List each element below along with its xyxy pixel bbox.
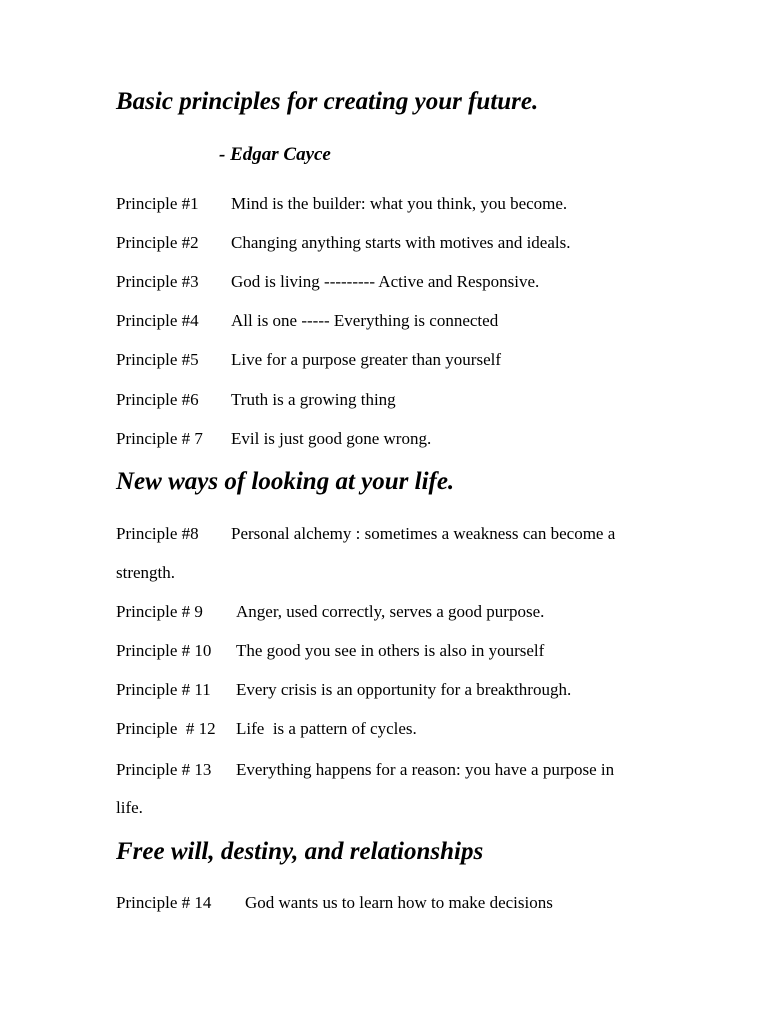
- principle-text: Personal alchemy : sometimes a weakness can become a: [231, 524, 616, 543]
- principle-text: God wants us to learn how to make decisions: [245, 893, 553, 912]
- principle-text: Changing anything starts with motives and ideals.: [231, 233, 571, 252]
- principle-label: Principle #1: [116, 194, 199, 213]
- principle-label: Principle #8: [116, 524, 199, 543]
- principle-text: Live for a purpose greater than yourself: [231, 350, 501, 369]
- principle-label: Principle # 9: [116, 602, 203, 621]
- principle-label: Principle #5: [116, 350, 199, 369]
- principle-text: Truth is a growing thing: [231, 390, 396, 409]
- principle-text: God is living --------- Active and Responsive.: [231, 272, 540, 291]
- principle-text: Mind is the builder: what you think, you become.: [231, 194, 568, 213]
- principle-text: All is one ----- Everything is connected: [231, 311, 499, 330]
- principle-13-continuation: life.: [116, 798, 143, 817]
- principle-text: Anger, used correctly, serves a good purpose.: [236, 602, 545, 621]
- principle-label: Principle #4: [116, 311, 199, 330]
- principle-label: Principle # 7: [116, 429, 203, 448]
- principle-text: The good you see in others is also in yourself: [236, 641, 545, 660]
- principle-8-continuation: strength.: [116, 563, 176, 582]
- section-title-new-ways: New ways of looking at your life.: [116, 468, 455, 495]
- principle-label: Principle # 12: [116, 719, 216, 738]
- principle-text: Everything happens for a reason: you have a purpose in: [236, 760, 615, 779]
- section-title-free-will: Free will, destiny, and relationships: [116, 838, 484, 865]
- principle-label: Principle # 11: [116, 680, 211, 699]
- principle-label: Principle # 10: [116, 641, 212, 660]
- principle-label: Principle # 13: [116, 760, 212, 779]
- principle-label: Principle #3: [116, 272, 199, 291]
- author-attribution: - Edgar Cayce: [219, 144, 331, 165]
- principle-text: Evil is just good gone wrong.: [231, 429, 432, 448]
- principle-label: Principle #6: [116, 390, 199, 409]
- principle-label: Principle #2: [116, 233, 199, 252]
- document-title: Basic principles for creating your future.: [116, 88, 539, 115]
- principle-text: Life is a pattern of cycles.: [236, 719, 417, 738]
- principle-text: Every crisis is an opportunity for a breakthrough.: [236, 680, 572, 699]
- principle-label: Principle # 14: [116, 893, 212, 912]
